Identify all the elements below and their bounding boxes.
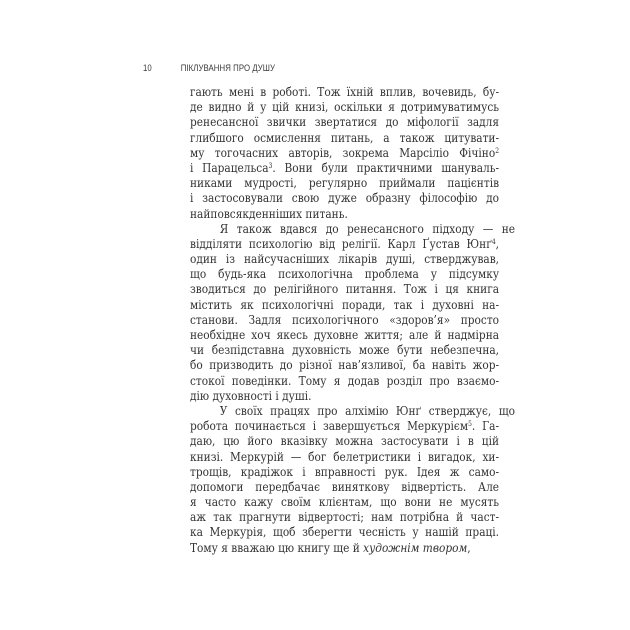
footnote-ref-3[interactable]: 3 xyxy=(268,161,273,170)
text-line: ка Меркурія, щоб зберегти чесність у нашій праці. xyxy=(190,525,500,540)
text-line: і Парацельса$^3$. Вони були практичними шануваль- xyxy=(190,160,500,175)
text-line: станови. Задля психологічного «здоров’я» просто xyxy=(190,312,500,327)
text-line: містить як психологічні поради, так і духовні на- xyxy=(190,297,500,312)
footnote-ref-4[interactable]: 4 xyxy=(491,237,496,246)
text-line: бо призводить до різної нав’язливої, ба навіть жор- xyxy=(190,358,500,373)
text-line: дію духовності і душі. xyxy=(190,388,312,403)
page-number: 10 xyxy=(143,63,152,74)
text-line: відділяти психологію від релігії. Карл Ґустав Юнґ$^4$, xyxy=(190,236,500,251)
text-line: глибшого осмислення питань, а також цитувати- xyxy=(190,130,500,145)
text-line: робота починається і завершується Меркурієм$^5$. Га- xyxy=(190,419,500,434)
text-line: книзі. Меркурій — бог белетристики і вигадок, хи- xyxy=(190,449,500,464)
text-line: чи безпідставна духовність може бути небезпечна, xyxy=(190,343,500,358)
text-line: один із найсучасніших лікарів душі, стверджував, xyxy=(190,252,500,267)
footnote-ref-5[interactable]: 5 xyxy=(468,420,472,429)
text-line: У своїх працях про алхімію Юнґ стверджує, що xyxy=(219,403,516,418)
text-line: найповсякденніших питань. xyxy=(190,206,348,221)
italic-phrase: художнім твором xyxy=(363,540,468,555)
text-line: гають мені в роботі. Тож їхній вплив, вочевидь, бу- xyxy=(190,85,500,99)
paragraph-1 xyxy=(190,85,499,222)
running-head xyxy=(143,63,275,74)
text-line: Я також вдався до ренесансного підходу — не xyxy=(219,221,516,236)
text-line: допомоги передбачає виняткову відвертість. Але xyxy=(190,479,500,494)
text-line: де видно й у цій книзі, оскільки я дотримуватимусь xyxy=(190,100,500,115)
text-line: трощів, крадіжок і вправності рук. Ідея ж само- xyxy=(190,464,500,479)
body-text xyxy=(190,85,516,556)
text-line: му тогочасних авторів, зокрема Марсіліо Фічіно$^2$ xyxy=(190,145,500,160)
text-line: Тому я вважаю цю книгу ще й художнім твором, xyxy=(190,540,471,555)
text-line: никами мудрості, регулярно приймали пацієнтів xyxy=(190,176,500,191)
text-line: і застосовували свою дуже образну філософію до xyxy=(190,191,500,206)
text-line: я часто кажу своїм клієнтам, що вони не мусять xyxy=(190,495,500,510)
text-line: даю, цю його вказівку можна застосувати і в цій xyxy=(190,434,500,449)
text-line: необхідне хоч якесь духовне життя; але й надмірна xyxy=(190,328,500,342)
text-line: аж так прагнути відвертості; нам потрібна й част- xyxy=(190,510,500,525)
running-title: ПІКЛУВАННЯ ПРО ДУШУ xyxy=(180,63,276,74)
text-line: зводиться до релігійного питання. Тож і ця книга xyxy=(190,282,500,297)
paragraph-3 xyxy=(190,403,516,556)
footnote-ref-2[interactable]: 2 xyxy=(495,146,500,155)
text-line: що будь-яка психологічна проблема у підсумку xyxy=(190,267,500,282)
paragraph-2 xyxy=(190,221,516,404)
text-line: стокої поведінки. Тому я додав розділ про взаємо- xyxy=(190,373,500,388)
text-line: ренесансної звички звертатися до міфології задля xyxy=(190,115,500,130)
